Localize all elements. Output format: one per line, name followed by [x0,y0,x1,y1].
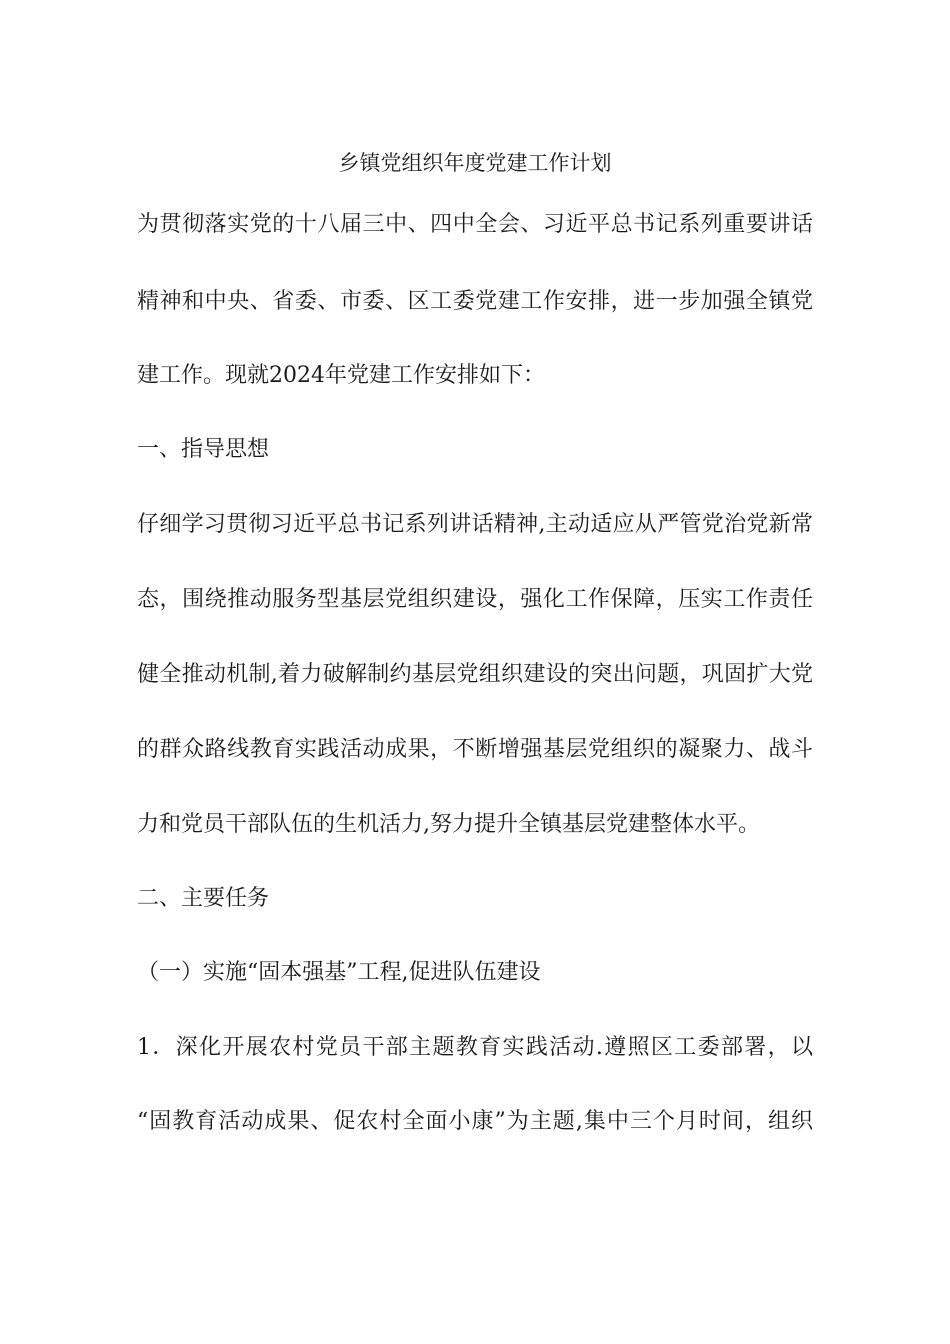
paragraph-line: 态，围绕推动服务型基层党组织建设，强化工作保障，压实工作责任 [137,587,813,612]
paragraph-line: “固教育活动成果、促农村全面小康”为主题,集中三个月时间，组织 [137,1109,813,1134]
section-heading: 二、主要任务 [137,886,270,911]
paragraph-line: 1．深化开展农村党员干部主题教育实践活动.遵照区工委部署，以 [137,1035,813,1060]
document-title: 乡镇党组织年度党建工作计划 [338,151,612,175]
paragraph-line: 仔细学习贯彻习近平总书记系列讲话精神,主动适应从严管党治党新常 [137,512,813,537]
subsection-heading: （一）实施“固本强基”工程,促进队伍建设 [137,960,541,985]
paragraph-line: 精神和中央、省委、市委、区工委党建工作安排，进一步加强全镇党 [137,289,813,314]
paragraph-line: 的群众路线教育实践活动成果，不断增强基层党组织的凝聚力、战斗 [137,737,813,762]
paragraph-line: 为贯彻落实党的十八届三中、四中全会、习近平总书记系列重要讲话 [137,212,813,237]
paragraph-line: 建工作。现就2024年党建工作安排如下： [137,363,545,388]
paragraph-line: 力和党员干部队伍的生机活力,努力提升全镇基层党建整体水平。 [137,812,760,837]
section-heading: 一、指导思想 [137,437,270,462]
paragraph-line: 健全推动机制,着力破解制约基层党组织建设的突出问题，巩固扩大党 [137,662,813,687]
